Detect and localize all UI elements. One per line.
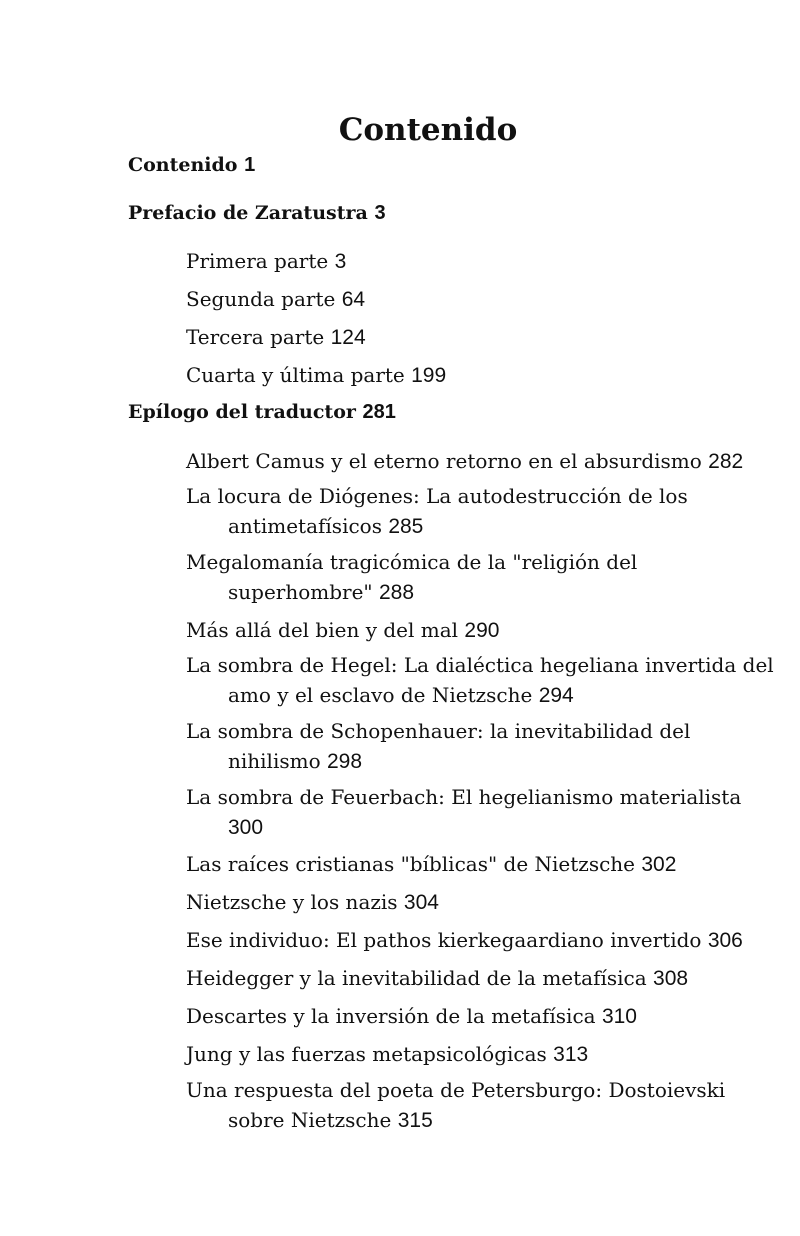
toc-heading-label: Prefacio de Zaratustra	[128, 202, 368, 224]
toc-entry-label: Tercera parte	[186, 325, 325, 349]
toc-entry-label-continued: sobre Nietzsche	[228, 1108, 392, 1132]
toc-entry-label-continued: nihilismo	[228, 749, 321, 773]
toc-entry-label: Más allá del bien y del mal	[186, 618, 459, 642]
toc-entry-label: Albert Camus y el eterno retorno en el absurdismo	[186, 449, 702, 473]
toc-page-number: 310	[601, 1005, 637, 1028]
toc-page-number: 308	[653, 967, 689, 990]
toc-entry-nazis[interactable]	[186, 887, 746, 918]
toc-entry-feuerbach[interactable]	[186, 782, 746, 843]
toc-entry-kierkegaard[interactable]	[186, 925, 746, 956]
toc-entry-label: La sombra de Schopenhauer: la inevitabilidad del	[186, 719, 691, 743]
toc-entry-heidegger[interactable]	[186, 963, 746, 994]
toc-entry-label-continued: amo y el esclavo de Nietzsche	[228, 683, 533, 707]
toc-page-number: 64	[341, 288, 366, 311]
toc-entry-diogenes[interactable]	[186, 481, 746, 542]
toc-heading-contenido[interactable]	[128, 152, 255, 178]
toc-page-number: 304	[403, 891, 439, 914]
toc-entry-label: Nietzsche y los nazis	[186, 890, 398, 914]
toc-page-number: 3	[334, 250, 347, 273]
toc-page-number: 3	[374, 202, 386, 224]
toc-page-number: 313	[553, 1043, 589, 1066]
toc-entry-label-continued: antimetafísicos	[228, 514, 382, 538]
toc-entry-label: Segunda parte	[186, 287, 336, 311]
toc-page-number: 302	[641, 853, 677, 876]
toc-page-number: 298	[326, 750, 363, 773]
toc-page-number: 124	[330, 326, 366, 349]
toc-entry-primera-parte[interactable]	[186, 246, 746, 277]
toc-entry-label: Primera parte	[186, 249, 329, 273]
toc-page-number: 281	[362, 401, 396, 423]
toc-page-number: 285	[388, 515, 424, 538]
toc-entry-camus[interactable]	[186, 446, 746, 477]
toc-entry-label: Heidegger y la inevitabilidad de la metafísica	[186, 966, 647, 990]
toc-page-number: 1	[244, 154, 256, 176]
toc-entry-label: Ese individuo: El pathos kierkegaardiano invertido	[186, 928, 702, 952]
toc-entry-label: Las raíces cristianas "bíblicas" de Nietzsche	[186, 852, 635, 876]
toc-entry-label-continued: superhombre"	[228, 580, 373, 604]
toc-page-number: 315	[397, 1109, 433, 1132]
toc-page-number: 282	[708, 450, 744, 473]
toc-entry-label: La sombra de Hegel: La dialéctica hegeliana invertida del	[186, 653, 774, 677]
toc-entry-label: Una respuesta del poeta de Petersburgo: Dostoievski	[186, 1078, 726, 1102]
toc-entry-schopenhauer[interactable]	[186, 716, 746, 777]
toc-entry-cuarta-parte[interactable]	[186, 360, 746, 391]
toc-entry-label: Megalomanía tragicómica de la "religión del	[186, 550, 638, 574]
toc-heading-epilogo[interactable]	[128, 399, 396, 425]
toc-page-number: 300	[228, 816, 264, 839]
toc-entry-mas-alla[interactable]	[186, 615, 746, 646]
toc-entry-dostoievski[interactable]	[186, 1075, 746, 1136]
toc-page-number: 199	[411, 364, 447, 387]
toc-entry-segunda-parte[interactable]	[186, 284, 746, 315]
toc-entry-hegel[interactable]	[186, 650, 774, 711]
toc-heading-prefacio[interactable]	[128, 200, 386, 226]
toc-entry-jung[interactable]	[186, 1039, 746, 1070]
toc-entry-tercera-parte[interactable]	[186, 322, 746, 353]
toc-page-number: 290	[464, 619, 500, 642]
toc-heading-label: Epílogo del traductor	[128, 401, 356, 423]
page-title: Contenido	[338, 112, 518, 148]
toc-entry-label: La sombra de Feuerbach: El hegelianismo materialista	[186, 785, 742, 809]
toc-page-number: 306	[707, 929, 743, 952]
toc-entry-descartes[interactable]	[186, 1001, 746, 1032]
toc-heading-label: Contenido	[128, 154, 238, 176]
toc-page-number: 288	[379, 581, 415, 604]
toc-entry-raices-cristianas[interactable]	[186, 849, 746, 880]
toc-entry-megalomania[interactable]	[186, 547, 746, 608]
toc-entry-label: Descartes y la inversión de la metafísica	[186, 1004, 596, 1028]
toc-entry-label: Jung y las fuerzas metapsicológicas	[186, 1042, 547, 1066]
toc-entry-label: Cuarta y última parte	[186, 363, 405, 387]
toc-entry-label: La locura de Diógenes: La autodestrucción de los	[186, 484, 688, 508]
toc-page-number: 294	[538, 684, 574, 707]
